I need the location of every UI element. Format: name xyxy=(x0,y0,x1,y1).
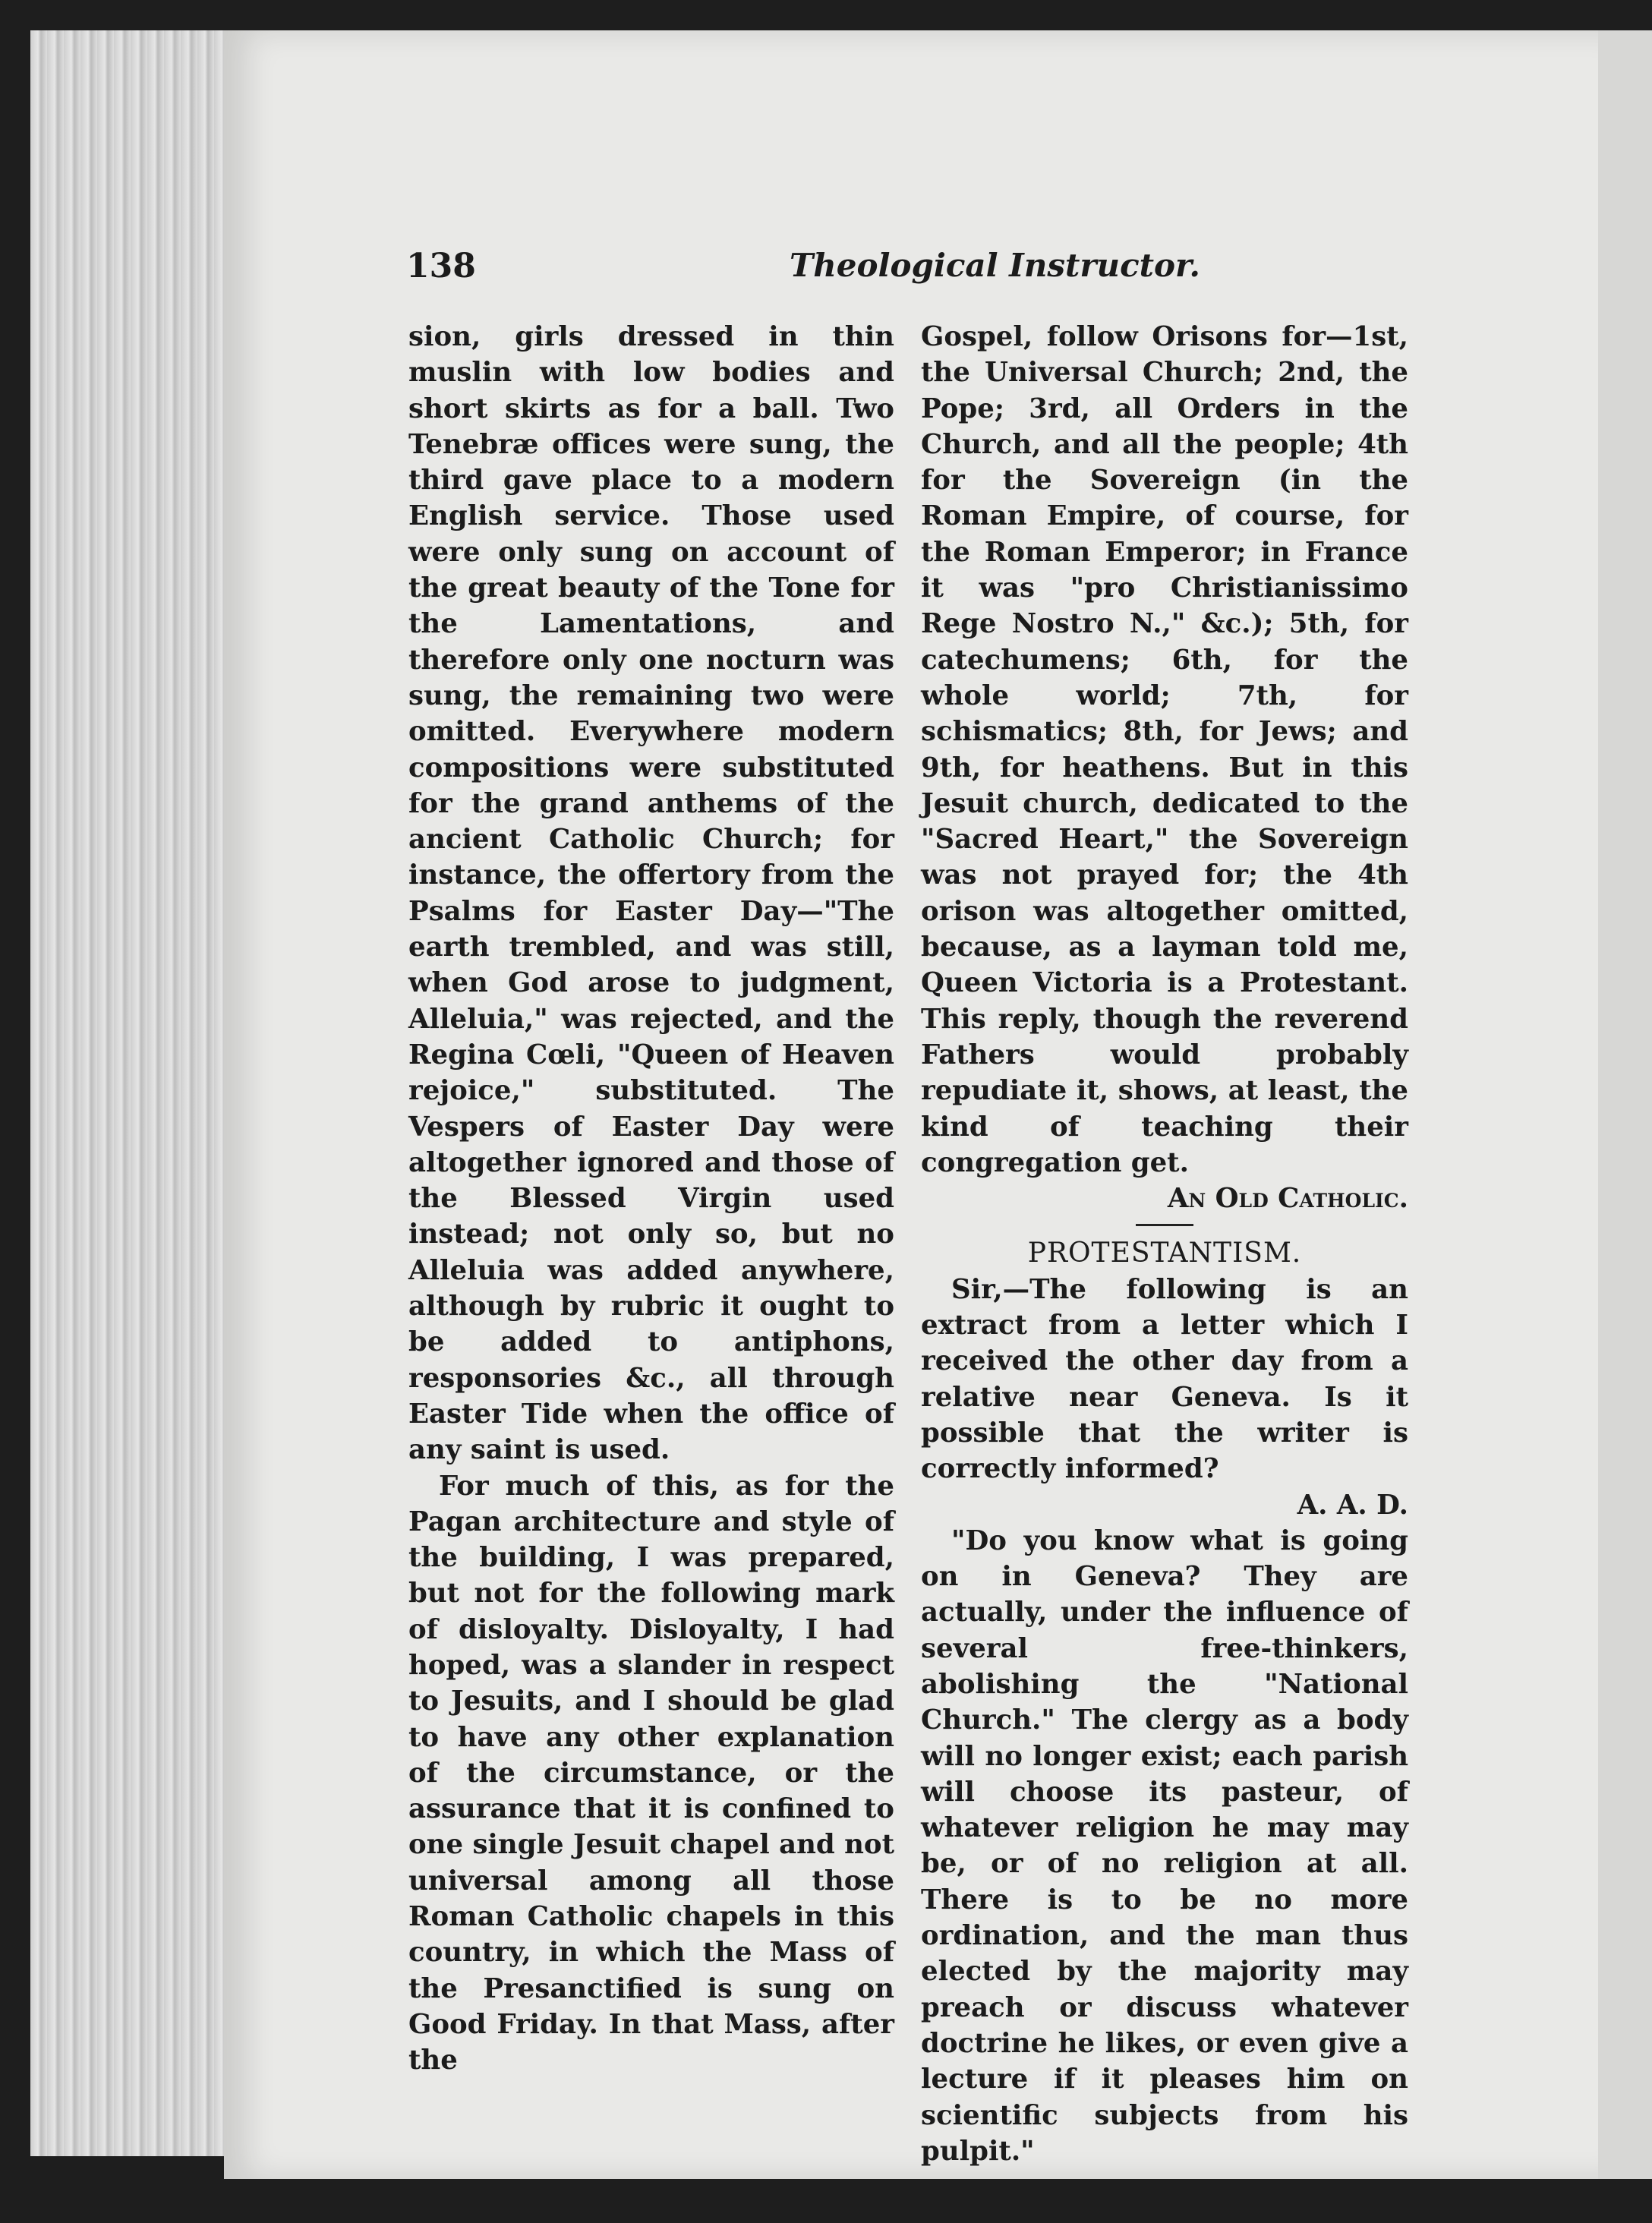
right-column xyxy=(921,319,1408,2169)
signature-aad: A. A. D. xyxy=(1297,1489,1408,1521)
page-number: 138 xyxy=(406,247,476,285)
signature-old-catholic: An Old Catholic. xyxy=(1167,1183,1408,1215)
page-edges xyxy=(30,30,235,2156)
facing-page-edge xyxy=(1598,30,1652,2179)
left-paragraph-2: For much of this, as for the Pagan architecture and style of the building, I was prepared, but not for the following mark of disloyalty. Disloyalty, I had hoped, was a slander in respect to Jesuits, and I should be glad to have any other explanation of the circumstance, or the assurance that it is confined to one single Jesuit chapel and not universal among all those Roman Catholic chapels in this country, in which the Mass of the Presanctified is sung on Good Friday. In that Mass, after the xyxy=(408,1470,894,2076)
right-paragraph-2: Sir,—The following is an extract from a letter which I received the other day from a relative near Geneva. Is it possible that the writer is correctly informed? xyxy=(921,1273,1408,1485)
right-paragraph-1: Gospel, follow Orisons for—1st, the Universal Church; 2nd, the Pope; 3rd, all Orders in the Church, and all the people; 4th for the Sovereign (in the Roman Empire, of course, for the Roman Emperor; in France it was "pro Christianissimo Rege Nostro N.," &c.); 5th, for catechumens; 6th, for the whole world; 7th, for schismatics; 8th, for Jews; and 9th, for heathens. But in this Jesuit church, dedicated to the "Sacred Heart," the Sovereign was not prayed for; the 4th orison was altogether omitted, because, as a layman told me, Queen Victoria is a Protestant. This reply, though the reverend Fathers would probably repudiate it, shows, at least, the kind of teaching their congregation get. xyxy=(921,321,1408,1178)
right-paragraph-3: "Do you know what is going on in Geneva? They are actually, under the influence of several free-thinkers, abolishing the "National Church." The clergy as a body will no longer exist; each parish will choose its pasteur, of whatever religion he may may be, or of no religion at all. There is to be no more ordination, and the man thus elected by the majority may preach or discuss whatever doctrine he likes, or even give a lecture if it pleases him on scientific subjects from his pulpit." xyxy=(921,1525,1408,2167)
running-title: Theological Instructor. xyxy=(790,247,1200,284)
section-heading: PROTESTANTISM. xyxy=(1027,1238,1302,1269)
left-column xyxy=(408,319,894,2079)
page-header xyxy=(406,247,1416,292)
left-paragraph-1: sion, girls dressed in thin muslin with low bodies and short skirts as for a ball. Two Tenebræ offices were sung, the third gave place to a modern English service. Those used were only sung on account of the great beauty of the Tone for the Lamentations, and therefore only one nocturn was sung, the remaining two were omitted. Everywhere modern compositions were substituted for the grand anthems of the ancient Catholic Church; for instance, the offertory from the Psalms for Easter Day—"The earth trembled, and was still, when God arose to judgment, Alleluia," was rejected, and the Regina Cœli, "Queen of Heaven rejoice," substituted. The Vespers of Easter Day were altogether ignored and those of the Blessed Virgin used instead; not only so, but no Alleluia was added anywhere, although by rubric it ought to be added to antiphons, responsories &c., all through Easter Tide when the office of any saint is used. xyxy=(408,321,894,1466)
section-rule xyxy=(1136,1224,1193,1226)
